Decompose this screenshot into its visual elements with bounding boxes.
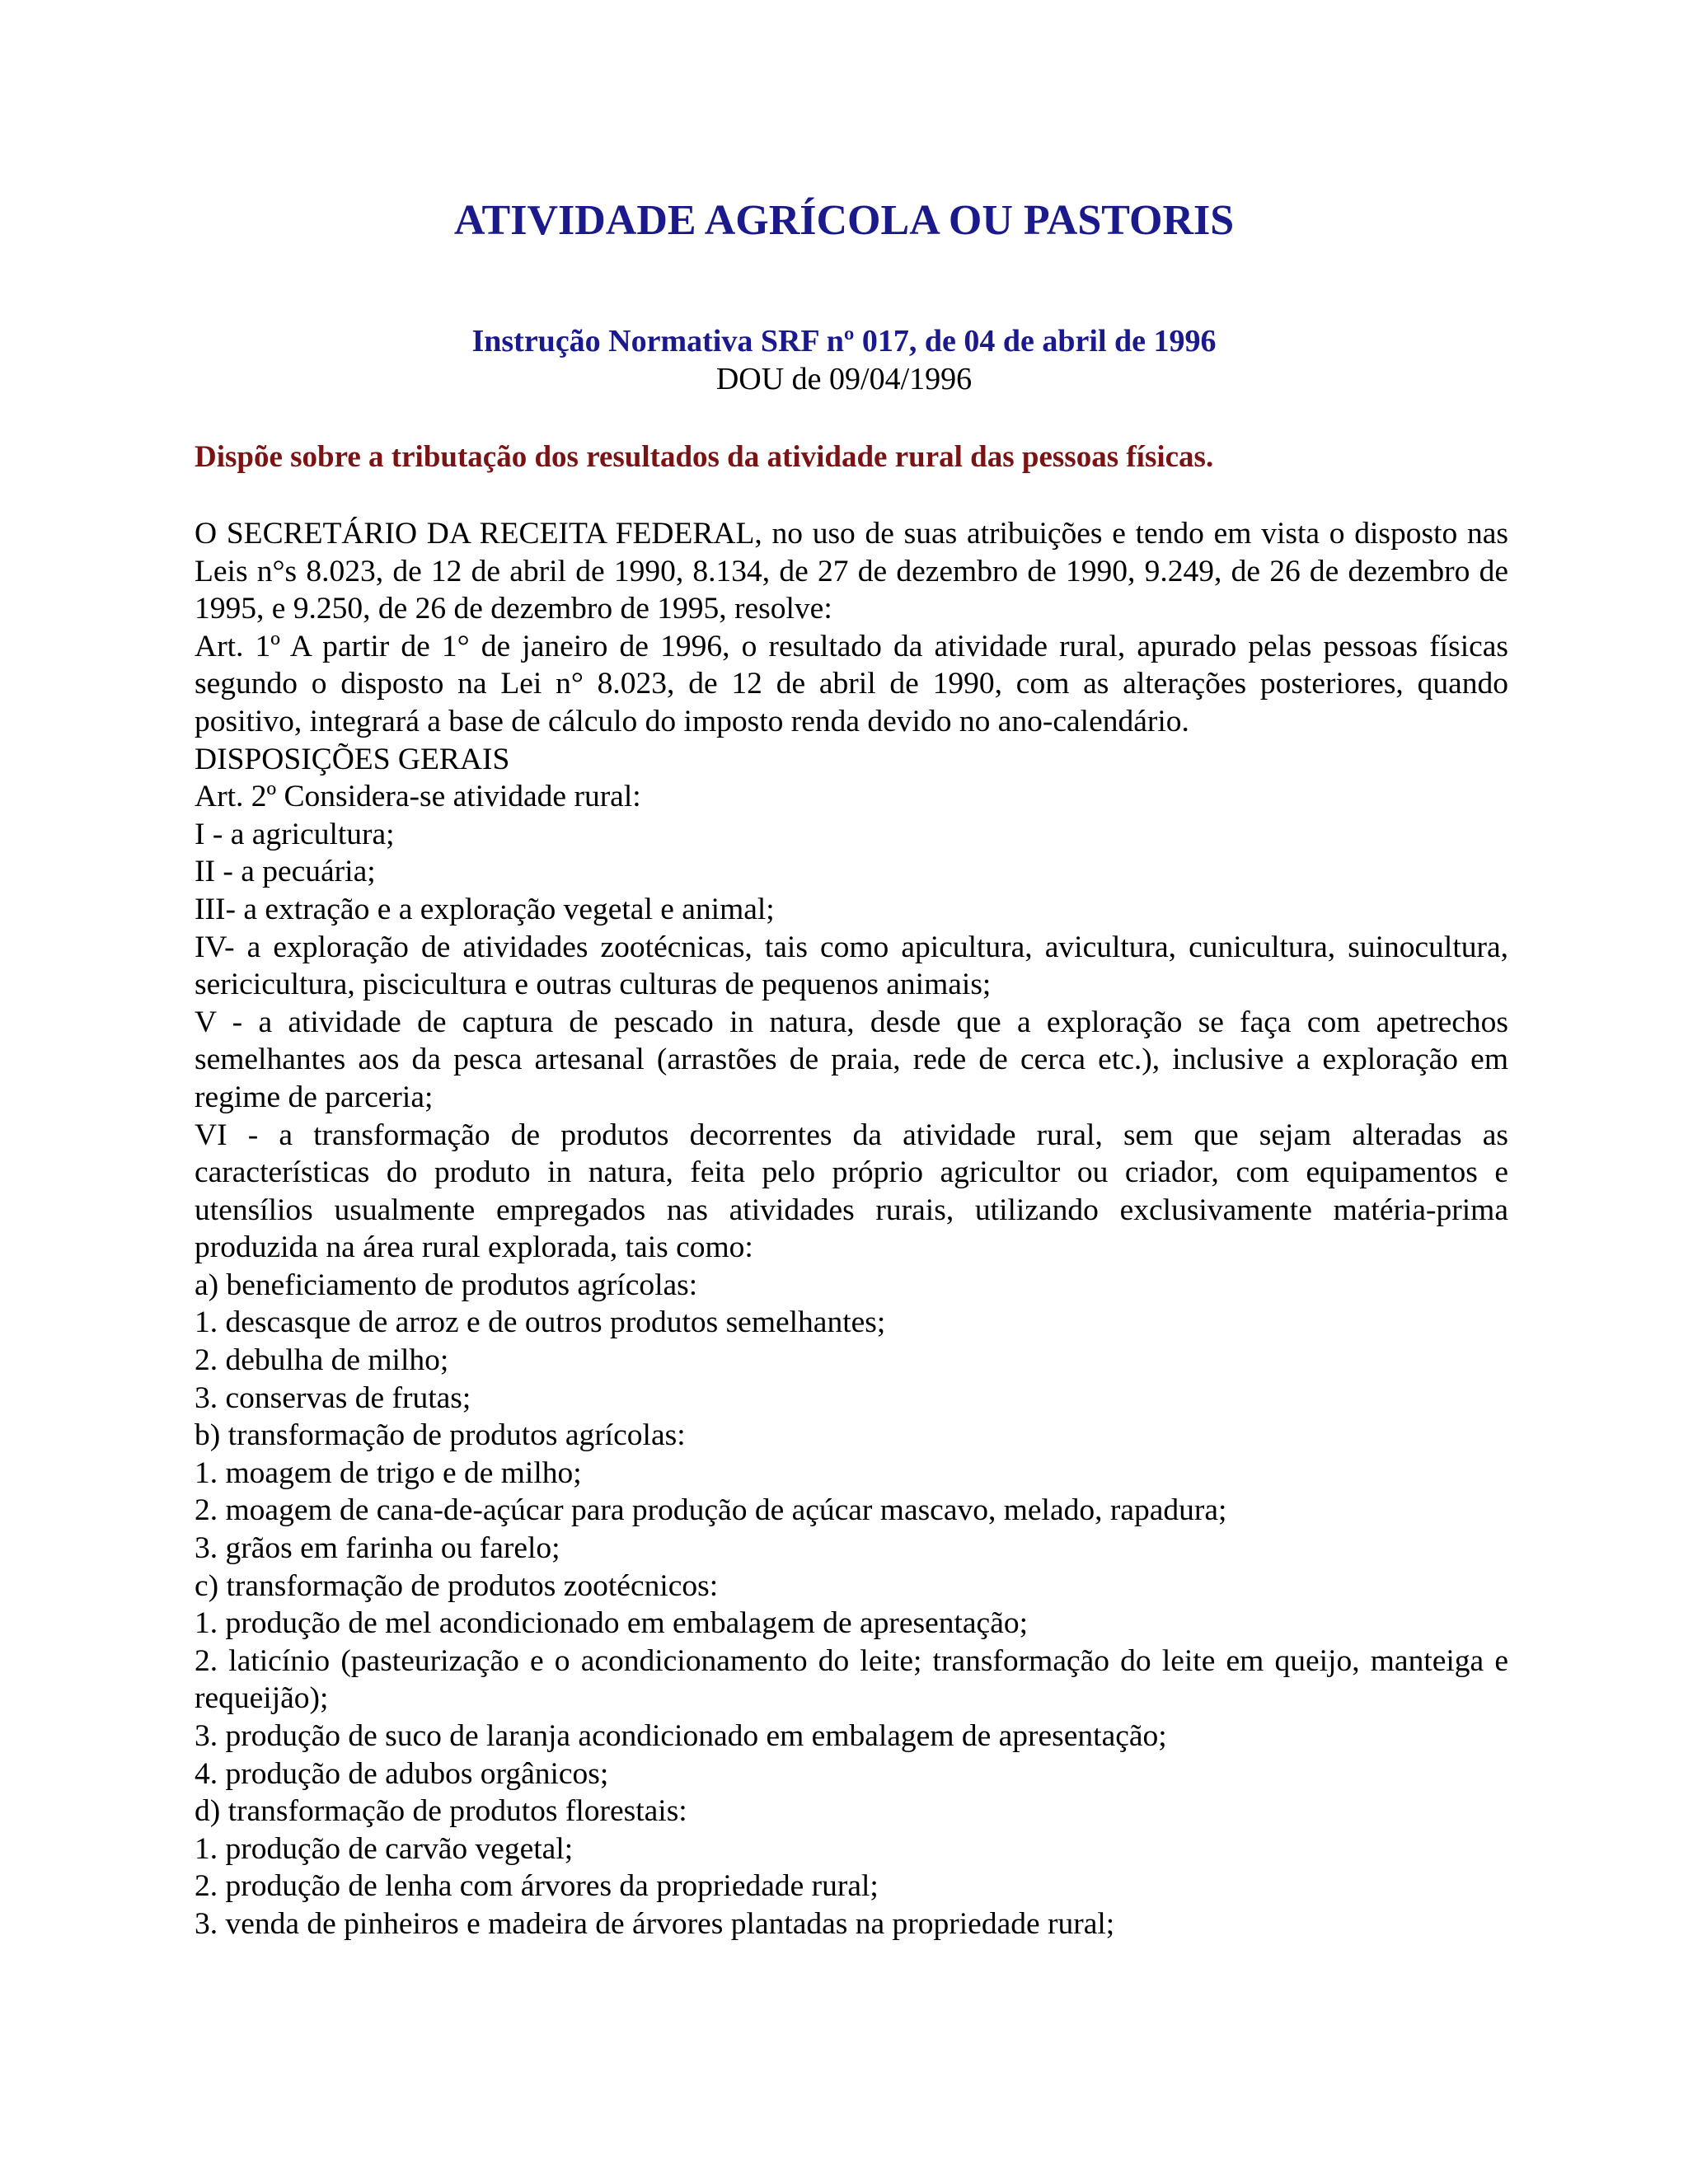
- list-item: IV- a exploração de atividades zootécnicas, tais como apicultura, avicultura, cunicultura, suinocultura, sericicultura, piscicultura e outras culturas de pequenos animais;: [195, 930, 1508, 1002]
- list-item: 3. conservas de frutas;: [195, 1380, 471, 1415]
- instruction-reference: Instrução Normativa SRF nº 017, de 04 de abril de 1996: [471, 324, 1217, 359]
- list-item: b) transformação de produtos agrícolas:: [195, 1418, 686, 1453]
- list-item: I - a agricultura;: [195, 817, 395, 851]
- list-item: 2. laticínio (pasteurização e o acondicionamento do leite; transformação do leite em queijo, manteiga e requeijão);: [195, 1643, 1508, 1716]
- instruction-header: [0, 322, 1688, 398]
- list-item: 2. debulha de milho;: [195, 1343, 449, 1378]
- section-heading: DISPOSIÇÕES GERAIS: [195, 742, 510, 776]
- list-item: a) beneficiamento de produtos agrícolas:: [195, 1268, 698, 1302]
- list-item: 3. grãos em farinha ou farelo;: [195, 1531, 560, 1566]
- document-body: [195, 515, 1508, 1943]
- list-item: 1. produção de mel acondicionado em embalagem de apresentação;: [195, 1606, 1029, 1641]
- list-item: II - a pecuária;: [195, 855, 376, 889]
- list-item: 2. moagem de cana-de-açúcar para produção de açúcar mascavo, melado, rapadura;: [195, 1493, 1227, 1528]
- paragraph-preamble: O SECRETÁRIO DA RECEITA FEDERAL, no uso de suas atribuições e tendo em vista o disposto nas Leis n°s 8.023, de 12 de abril de 1990, 8.134, de 27 de dezembro de 1990, 9.249, de 26 de dezembro de 1995, e 9.250, de 26 de dezembro de 1995, resolve:: [195, 517, 1508, 626]
- page-title: ATIVIDADE AGRÍCOLA OU PASTORIS: [453, 197, 1235, 244]
- list-item: 1. descasque de arroz e de outros produtos semelhantes;: [195, 1305, 886, 1340]
- list-item: 3. venda de pinheiros e madeira de árvores plantadas na propriedade rural;: [195, 1906, 1115, 1941]
- document-summary: Dispõe sobre a tributação dos resultados da atividade rural das pessoas físicas.: [195, 440, 1214, 474]
- paragraph-art-1: Art. 1º A partir de 1° de janeiro de 1996, o resultado da atividade rural, apurado pelas pessoas físicas segundo o disposto na Lei n° 8.023, de 12 de abril de 1990, com as alterações posteriores, quando positivo, integrará a base de cálculo do imposto renda devido no ano-calendário.: [195, 629, 1508, 738]
- list-item: VI - a transformação de produtos decorrentes da atividade rural, sem que sejam alteradas as características do produto in natura, feita pelo próprio agricultor ou criador, com equipamentos e utensílios usualmente empregados nas atividades rurais, utilizando exclusivamente matéria-prima produzida na área rural explorada, tais como:: [195, 1118, 1508, 1265]
- list-item: c) transformação de produtos zootécnicos:: [195, 1568, 719, 1603]
- list-item: III- a extração e a exploração vegetal e animal;: [195, 892, 775, 926]
- list-item: 4. produção de adubos orgânicos;: [195, 1756, 609, 1791]
- list-item: 1. produção de carvão vegetal;: [195, 1831, 574, 1866]
- list-item: d) transformação de produtos florestais:: [195, 1794, 687, 1829]
- list-item: 3. produção de suco de laranja acondicionado em embalagem de apresentação;: [195, 1719, 1167, 1753]
- list-item: 1. moagem de trigo e de milho;: [195, 1455, 582, 1490]
- publication-date: DOU de 09/04/1996: [715, 362, 973, 396]
- list-item: V - a atividade de captura de pescado in natura, desde que a exploração se faça com apetrechos semelhantes aos da pesca artesanal (arrastões de praia, rede de cerca etc.), inclusive a exploração em regime de parceria;: [195, 1005, 1508, 1114]
- paragraph-art-2: Art. 2º Considera-se atividade rural:: [195, 780, 641, 814]
- list-item: 2. produção de lenha com árvores da propriedade rural;: [195, 1869, 879, 1904]
